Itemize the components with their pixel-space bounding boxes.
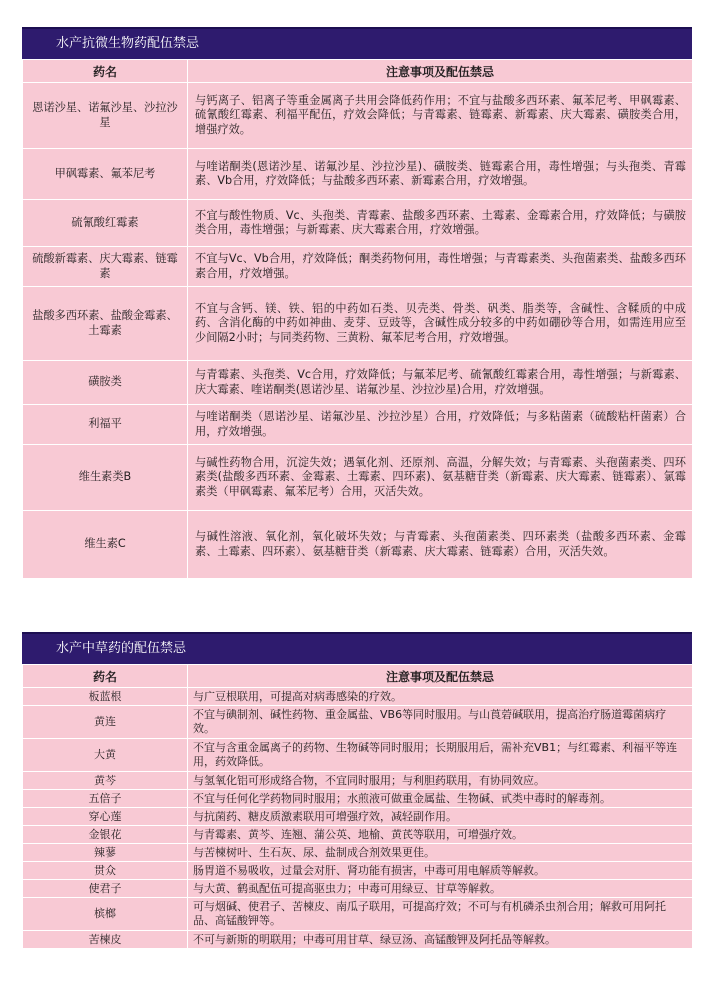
herb-name: 五倍子 (23, 790, 188, 808)
herb-note: 肠胃道不易吸收，过量会对肝、肾功能有损害，中毒可用电解质等解救。 (188, 862, 693, 880)
herb-note: 与苦楝树叶、生石灰、尿、盐制成合剂效果更佳。 (188, 844, 693, 862)
section-title: 水产抗微生物药配伍禁忌 (22, 27, 692, 59)
herb-note: 不宜与碘制剂、碱性药物、重金属盐、VB6等同时服用。与山莨菪碱联用，提高治疗肠道霉菌病疗效。 (188, 706, 693, 739)
header-notes: 注意事项及配伍禁忌 (188, 665, 693, 688)
table-row (23, 287, 693, 361)
drug-name: 硫氰酸红霉素 (23, 200, 188, 247)
herb-name: 大黄 (23, 739, 188, 772)
herb-name: 金银花 (23, 826, 188, 844)
drug-note: 不宜与酸性物质、Vc、头孢类、青霉素、盐酸多西环素、土霉素、金霉素合用，疗效降低；与磺胺类合用，毒性增强；与新霉素、庆大霉素合用，疗效增强。 (188, 200, 693, 247)
header-drug-name: 药名 (23, 60, 188, 83)
table-row (23, 405, 693, 445)
section-antimicrobial (22, 27, 692, 579)
table-row (23, 772, 693, 790)
table-row (23, 790, 693, 808)
drug-note: 与青霉素、头孢类、Vc合用，疗效降低；与氟苯尼考、硫氰酸红霉素合用，毒性增强；与新霉素、庆大霉素、喹诺酮类(恩诺沙星、诺氟沙星、沙拉沙星)合用，疗效增强。 (188, 361, 693, 405)
drug-name: 维生素C (23, 511, 188, 579)
table-row (23, 844, 693, 862)
table-header-row (23, 60, 693, 83)
table-row (23, 688, 693, 706)
table-row (23, 83, 693, 149)
table-row (23, 445, 693, 511)
table-row (23, 149, 693, 200)
drug-name: 利福平 (23, 405, 188, 445)
table-row (23, 898, 693, 931)
herbal-table (22, 664, 693, 949)
herb-note: 可与烟碱、使君子、苦楝皮、南瓜子联用，可提高疗效；不可与有机磷杀虫剂合用；解救可用阿托品、高锰酸钾等。 (188, 898, 693, 931)
table-row (23, 511, 693, 579)
herb-note: 不宜与含重金属离子的药物、生物碱等同时服用；长期服用后，需补充VB1；与红霉素、利福平等连用，药效降低。 (188, 739, 693, 772)
drug-note: 与钙离子、铝离子等重金属离子共用会降低药作用；不宜与盐酸多西环素、氟苯尼考、甲砜霉素、硫氰酸红霉素、利福平配伍，疗效会降低；与青霉素、链霉素、新霉素、庆大霉素、磺胺类合用，增强疗效。 (188, 83, 693, 149)
drug-note: 与喹诺酮类（恩诺沙星、诺氟沙星、沙拉沙星）合用，疗效降低；与多粘菌素（硫酸粘杆菌素）合用，疗效增强。 (188, 405, 693, 445)
table-row (23, 200, 693, 247)
table-row (23, 706, 693, 739)
table-row (23, 826, 693, 844)
herb-name: 穿心莲 (23, 808, 188, 826)
table-header-row (23, 665, 693, 688)
herb-name: 黄连 (23, 706, 188, 739)
drug-note: 与碱性药物合用，沉淀失效；遇氧化剂、还原剂、高温，分解失效；与青霉素、头孢菌素类、四环素类(盐酸多西环素、金霉素、土霉素、四环素)、氨基糖苷类（新霉素、庆大霉素、链霉素）、氯霉素类（甲砜霉素、氟苯尼考）合用，灭活失效。 (188, 445, 693, 511)
drug-name: 硫酸新霉素、庆大霉素、链霉素 (23, 247, 188, 287)
herb-name: 辣蓼 (23, 844, 188, 862)
table-row (23, 739, 693, 772)
header-notes: 注意事项及配伍禁忌 (188, 60, 693, 83)
herb-name: 使君子 (23, 880, 188, 898)
herb-note: 不宜与任何化学药物同时服用；水煎液可做重金属盐、生物碱、甙类中毒时的解毒剂。 (188, 790, 693, 808)
section-herbal (22, 632, 692, 949)
herb-name: 槟榔 (23, 898, 188, 931)
table-row (23, 808, 693, 826)
table-row (23, 862, 693, 880)
drug-name: 盐酸多西环素、盐酸金霉素、土霉素 (23, 287, 188, 361)
drug-note: 不宜与Vc、Vb合用，疗效降低；酮类药物何用，毒性增强；与青霉素类、头孢菌素类、盐酸多西环素合用，疗效增强。 (188, 247, 693, 287)
antimicrobial-table (22, 59, 693, 579)
table-row (23, 880, 693, 898)
herb-name: 贯众 (23, 862, 188, 880)
table-row (23, 931, 693, 949)
section-title: 水产中草药的配伍禁忌 (22, 632, 692, 664)
drug-note: 不宜与含钙、镁、铁、铝的中药如石类、贝壳类、骨类、矾类、脂类等，含碱性、含鞣质的中成药、含消化酶的中药如神曲、麦芽、豆豉等，含碱性成分较多的中药如硼砂等合用，如需连用应至少间隔2小时；与同类药物、三黄粉、氟苯尼考合用，疗效增强。 (188, 287, 693, 361)
drug-name: 磺胺类 (23, 361, 188, 405)
table-row (23, 247, 693, 287)
herb-note: 与氢氧化铝可形成络合物，不宜同时服用；与利胆药联用，有协同效应。 (188, 772, 693, 790)
drug-name: 甲砜霉素、氟苯尼考 (23, 149, 188, 200)
drug-note: 与碱性溶液、氧化剂，氧化破坏失效；与青霉素、头孢菌素类、四环素类（盐酸多西环素、金霉素、土霉素、四环素）、氨基糖苷类（新霉素、庆大霉素、链霉素）合用，灭活失效。 (188, 511, 693, 579)
drug-name: 恩诺沙星、诺氟沙星、沙拉沙星 (23, 83, 188, 149)
header-drug-name: 药名 (23, 665, 188, 688)
herb-name: 苦楝皮 (23, 931, 188, 949)
drug-note: 与喹诺酮类(恩诺沙星、诺氟沙星、沙拉沙星)、磺胺类、链霉素合用，毒性增强；与头孢类、青霉素、Vb合用，疗效降低；与盐酸多西环素、新霉素合用，疗效增强。 (188, 149, 693, 200)
herb-note: 与抗菌药、糖皮质激素联用可增强疗效，减轻副作用。 (188, 808, 693, 826)
herb-name: 板蓝根 (23, 688, 188, 706)
herb-note: 与大黄、鹤虱配伍可提高驱虫力；中毒可用绿豆、甘草等解救。 (188, 880, 693, 898)
herb-name: 黄芩 (23, 772, 188, 790)
herb-note: 与广豆根联用，可提高对病毒感染的疗效。 (188, 688, 693, 706)
herb-note: 不可与新斯的明联用；中毒可用甘草、绿豆汤、高锰酸钾及阿托品等解救。 (188, 931, 693, 949)
herb-note: 与青霉素、黄芩、连翘、蒲公英、地榆、黄芪等联用，可增强疗效。 (188, 826, 693, 844)
table-row (23, 361, 693, 405)
drug-name: 维生素类B (23, 445, 188, 511)
